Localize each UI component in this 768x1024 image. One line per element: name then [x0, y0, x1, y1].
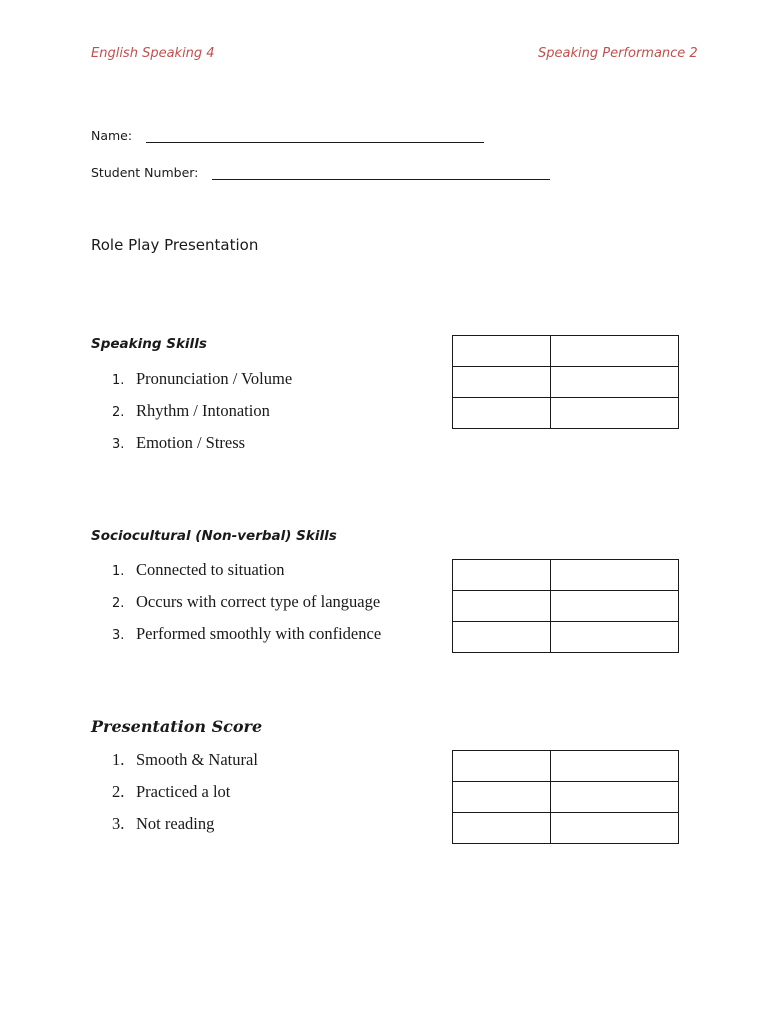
score-cell[interactable] [551, 560, 679, 591]
item-number: 3. [112, 628, 125, 643]
speaking-skills-score-table [452, 335, 679, 429]
list-item [112, 433, 292, 465]
score-cell[interactable] [453, 622, 551, 653]
score-cell[interactable] [551, 751, 679, 782]
score-cell[interactable] [551, 782, 679, 813]
score-cell[interactable] [551, 813, 679, 844]
list-item [112, 592, 381, 624]
student-number-label: Student Number: [91, 165, 199, 180]
speaking-skills-list [112, 369, 292, 465]
page-title: Role Play Presentation [91, 236, 259, 254]
presentation-score-list [112, 750, 258, 846]
table-row [453, 398, 679, 429]
score-cell[interactable] [551, 398, 679, 429]
table-row [453, 336, 679, 367]
item-text: Practiced a lot [136, 782, 231, 801]
score-cell[interactable] [453, 367, 551, 398]
table-row [453, 591, 679, 622]
score-cell[interactable] [551, 622, 679, 653]
section-heading-presentation-score: Presentation Score [91, 717, 263, 736]
score-cell[interactable] [453, 560, 551, 591]
student-number-blank-line[interactable] [212, 167, 550, 180]
score-cell[interactable] [453, 782, 551, 813]
presentation-score-table [452, 750, 679, 844]
item-text: Emotion / Stress [136, 433, 246, 452]
score-cell[interactable] [551, 336, 679, 367]
list-item [112, 782, 258, 814]
list-item [112, 624, 381, 656]
score-cell[interactable] [551, 367, 679, 398]
score-cell[interactable] [551, 591, 679, 622]
item-text: Not reading [136, 814, 215, 833]
list-item [112, 750, 258, 782]
table-row [453, 751, 679, 782]
item-text: Performed smoothly with confidence [136, 624, 382, 643]
sociocultural-skills-score-table [452, 559, 679, 653]
name-blank-line[interactable] [146, 130, 484, 143]
list-item [112, 560, 381, 592]
item-text: Occurs with correct type of language [136, 592, 381, 611]
table-row [453, 367, 679, 398]
item-number: 3. [112, 437, 125, 452]
item-number: 1. [112, 564, 125, 579]
table-row [453, 560, 679, 591]
score-cell[interactable] [453, 336, 551, 367]
student-number-field [91, 165, 550, 180]
item-text: Smooth & Natural [136, 750, 258, 769]
item-text: Connected to situation [136, 560, 285, 579]
sociocultural-skills-list [112, 560, 381, 656]
name-field [91, 128, 484, 143]
score-cell[interactable] [453, 751, 551, 782]
list-item [112, 369, 292, 401]
item-number: 1. [112, 373, 125, 388]
header-assessment-title: Speaking Performance 2 [538, 46, 698, 61]
score-cell[interactable] [453, 813, 551, 844]
section-heading-sociocultural-skills: Sociocultural (Non-verbal) Skills [91, 528, 337, 544]
name-label: Name: [91, 128, 133, 143]
item-number: 2. [112, 782, 125, 801]
list-item [112, 814, 258, 846]
item-number: 2. [112, 596, 125, 611]
table-row [453, 782, 679, 813]
item-text: Rhythm / Intonation [136, 401, 270, 420]
header-course-title: English Speaking 4 [91, 46, 215, 61]
section-heading-speaking-skills: Speaking Skills [91, 336, 207, 352]
item-number: 3. [112, 814, 125, 833]
table-row [453, 622, 679, 653]
item-text: Pronunciation / Volume [136, 369, 293, 388]
score-cell[interactable] [453, 398, 551, 429]
item-number: 2. [112, 405, 125, 420]
item-number: 1. [112, 750, 125, 769]
score-cell[interactable] [453, 591, 551, 622]
list-item [112, 401, 292, 433]
table-row [453, 813, 679, 844]
